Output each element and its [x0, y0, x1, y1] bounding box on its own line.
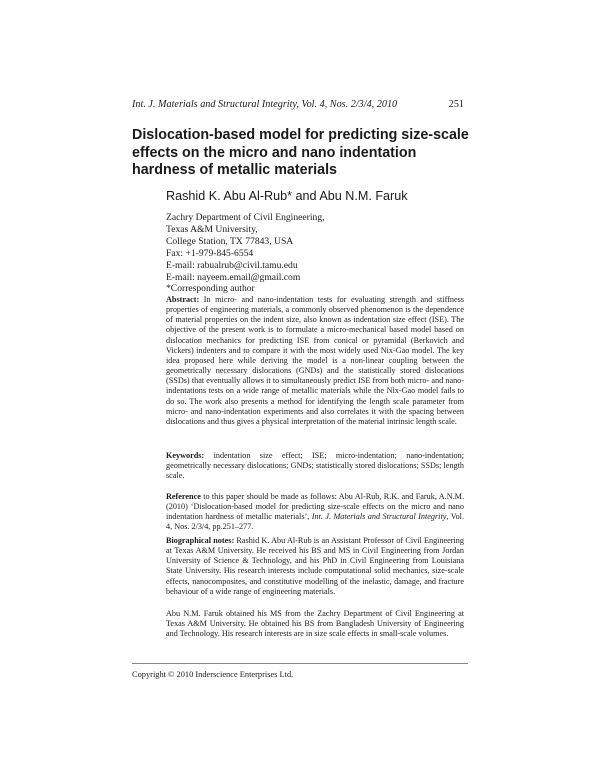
bio-label: Biographical notes: — [166, 536, 235, 545]
affiliation-block — [166, 212, 325, 295]
affiliation-line: Zachry Department of Civil Engineering, — [166, 212, 325, 223]
bio-text-author1: Rashid K. Abu Al-Rub is an Assistant Professor of Civil Engineering at Texas A&M University. He received his BS and MS in Civil Engineering from Jordan University of Science & Technology, and his PhD in Civil Engineering from Louisiana State University. His research interests include computational solid mechanics, size-scale effects, nanocomposites, and constitutive modelling of the inelastic, damage, and fracture behaviour of a wide range of engineering materials. — [166, 536, 464, 596]
affiliation-line: Texas A&M University, — [166, 223, 258, 235]
bio-text-author2: Abu N.M. Faruk obtained his MS from the Zachry Department of Civil Engineering at Texas A&M University. He obtained his BS from Bangladesh University of Engineering and Technology. His research interests are in size scale effects in small-scale volumes. — [166, 609, 464, 639]
email-line: E-mail: rabualrub@civil.tamu.edu — [166, 259, 298, 271]
journal-citation: Int. J. Materials and Structural Integrity, Vol. 4, Nos. 2/3/4, 2010 — [132, 99, 398, 110]
reference-text: to this paper should be made as follows: Abu Al-Rub, R.K. and Faruk, A.N.M. (2010) ‘Dislocation-based model for predicting size-scale effects on the micro and nano indentation hardness of metallic materials’, — [166, 492, 464, 522]
abstract — [166, 295, 464, 427]
keywords-text: indentation size effect; ISE; micro-indentation; nano-indentation; geometrically necessary dislocations; GNDs; statistically stored dislocations; SSDs; length scale. — [166, 451, 464, 481]
running-header — [132, 99, 464, 110]
biographical-notes — [166, 536, 464, 597]
email-line: E-mail: nayeem.email@gmail.com — [166, 271, 301, 283]
footer-divider — [132, 663, 468, 664]
abstract-label: Abstract: — [166, 295, 200, 304]
paper-title: Dislocation-based model for predicting size-scale effects on the micro and nano indentation hardness of metallic materials — [132, 127, 469, 179]
reference-journal: Int. J. Materials and Structural Integrity — [311, 512, 447, 522]
reference-label: Reference — [166, 492, 201, 501]
reference — [166, 492, 464, 533]
reference-tail: , Vol. 4, Nos. 2/3/4, pp.251–277. — [166, 512, 465, 532]
page-number: 251 — [448, 99, 464, 110]
affiliation-line: College Station, TX 77843, USA — [166, 235, 294, 247]
keywords-label: Keywords: — [166, 451, 205, 460]
keywords — [166, 451, 464, 481]
fax-line: Fax: +1-979-845-6554 — [166, 247, 254, 259]
copyright-notice: Copyright © 2010 Inderscience Enterprises Ltd. — [132, 670, 294, 679]
abstract-text: In micro- and nano-indentation tests for evaluating strength and stiffness properties of engineering materials, a commonly observed phenomenon is the dependence of material properties on the indent size, also known as indentation size effect (ISE). The objective of the present work is to formulate a micro-mechanical based model based on dislocation mechanics for predicting ISE from conical or pyramidal (Berkovich and Vickers) indenters and to compare it with the most widely used Nix-Gao model. The key idea proposed here while deriving the model is a non-linear coupling between the geometrically necessary dislocations (GNDs) and the statistically stored dislocations (SSDs) that eventually allows it to simultaneously predict ISE from both micro- and nano-indentations tests on a wide range of metallic materials while the Nix-Gao model fails to do so. The work also presents a method for identifying the length scale parameter from micro- and nano-indentation experiments and also correlates it with the spacing between dislocations and thus gives a physical interpretation of the material intrinsic length scale. — [166, 295, 464, 426]
author-list: Rashid K. Abu Al-Rub* and Abu N.M. Faruk — [166, 189, 408, 203]
corresponding-author-note: *Corresponding author — [166, 283, 255, 295]
